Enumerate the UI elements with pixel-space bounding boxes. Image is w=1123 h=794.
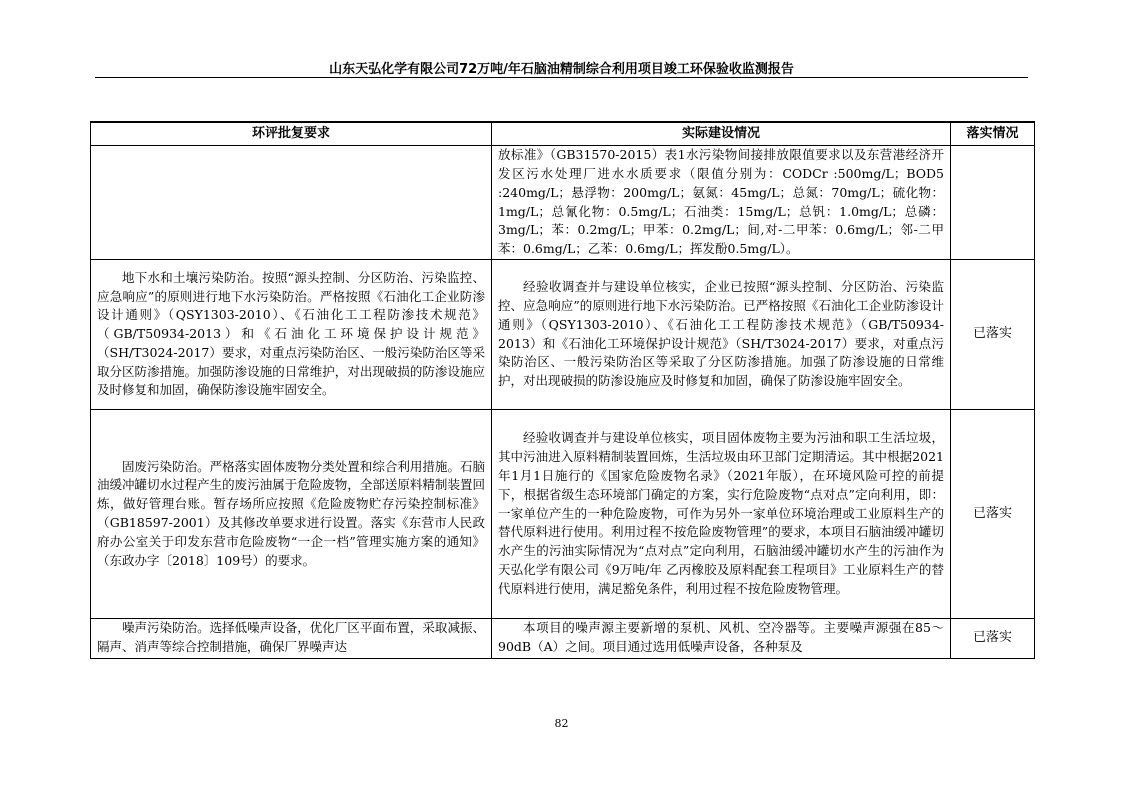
column-header-requirement: 环评批复要求 <box>91 122 492 146</box>
requirements-table <box>90 121 1035 659</box>
requirement-cell: 地下水和土壤污染防治。按照“源头控制、分区防治、污染监控、应急响应”的原则进行地下水污染防治。严格按照《石油化工企业防渗设计通则》（QSY1303-2010）、《石油化工工程防渗技术规范》（GB/T50934-2013）和《石油化工环境保护设计规范》（SH/T3024-2017）要求，对重点污染防治区、一般污染防治区等采取分区防渗措施。加强防渗设施的日常维护，对出现破损的防渗设施应及时修复和加固，确保防渗设施牢固安全。 <box>91 260 492 410</box>
column-header-actual: 实际建设情况 <box>492 122 951 146</box>
report-header-title: 山东天弘化学有限公司72万吨/年石脑油精制综合利用项目竣工环保验收监测报告 <box>329 62 794 77</box>
page-number: 82 <box>554 717 569 730</box>
actual-cell: 本项目的噪声源主要新增的泵机、风机、空冷器等。主要噪声源强在85～90dB（A）之间。项目通过选用低噪声设备，各种泵及 <box>492 619 951 659</box>
status-cell <box>951 146 1035 260</box>
requirement-cell: 固废污染防治。严格落实固体废物分类处置和综合利用措施。石脑油缓冲罐切水过程产生的废污油属于危险废物，全部送原料精制装置回炼，做好管理台账。暂存场所应按照《危险废物贮存污染控制标准》（GB18597-2001）及其修改单要求进行设置。落实《东营市人民政府办公室关于印发东营市危险废物“一企一档”管理实施方案的通知》（东政办字〔2018〕109号）的要求。 <box>91 410 492 619</box>
table-row <box>91 619 1035 659</box>
header-rule <box>95 77 1028 78</box>
actual-cell: 放标准》（GB31570-2015）表1水污染物间接排放限值要求以及东营港经济开发区污水处理厂进水水质要求（限值分别为：CODCr :500mg/L；BOD5 :240mg/L；悬浮物：200mg/L；氨氮：45mg/L；总氮：70mg/L；硫化物：1mg/L；总氰化物：0.5mg/L；石油类：15mg/L；总钒：1.0mg/L；总磷：3mg/L；苯：0.2mg/L；甲苯：0.2mg/L；间,对-二甲苯：0.6mg/L；邻-二甲苯：0.6mg/L；乙苯：0.6mg/L；挥发酚0.5mg/L）。 <box>492 146 951 260</box>
status-cell: 已落实 <box>951 260 1035 410</box>
requirement-cell: 噪声污染防治。选择低噪声设备，优化厂区平面布置，采取减振、隔声、消声等综合控制措施，确保厂界噪声达 <box>91 619 492 659</box>
actual-cell: 经验收调查并与建设单位核实，项目固体废物主要为污油和职工生活垃圾，其中污油进入原料精制装置回炼，生活垃圾由环卫部门定期清运。其中根据2021年1月1日施行的《国家危险废物名录》（2021年版），在环境风险可控的前提下，根据省级生态环境部门确定的方案，实行危险废物“点对点”定向利用，即：一家单位产生的一种危险废物，可作为另外一家单位环境治理或工业原料生产的替代原料进行使用。利用过程不按危险废物管理”的要求，本项目石脑油缓冲罐切水产生的污油实际情况为“点对点”定向利用，石脑油缓冲罐切水产生的污油作为天弘化学有限公司《9万吨/年 乙丙橡胶及原料配套工程项目》工业原料生产的替代原料进行使用，满足豁免条件，利用过程不按危险废物管理。 <box>492 410 951 619</box>
table-row <box>91 260 1035 410</box>
requirement-cell <box>91 146 492 260</box>
column-header-status: 落实情况 <box>951 122 1035 146</box>
table-header-row <box>91 122 1035 146</box>
actual-cell: 经验收调查并与建设单位核实，企业已按照“源头控制、分区防治、污染监控、应急响应”的原则进行地下水污染防治。已严格按照《石油化工企业防渗设计通则》（QSY1303-2010）、《石油化工工程防渗技术规范》（GB/T50934-2013）和《石油化工环境保护设计规范》（SH/T3024-2017）要求，对重点污染防治区、一般污染防治区等采取了分区防渗措施。加强了防渗设施的日常维护，对出现破损的防渗设施应及时修复和加固，确保了防渗设施牢固安全。 <box>492 260 951 410</box>
table-row <box>91 146 1035 260</box>
status-cell: 已落实 <box>951 619 1035 659</box>
status-cell: 已落实 <box>951 410 1035 619</box>
table-row <box>91 410 1035 619</box>
